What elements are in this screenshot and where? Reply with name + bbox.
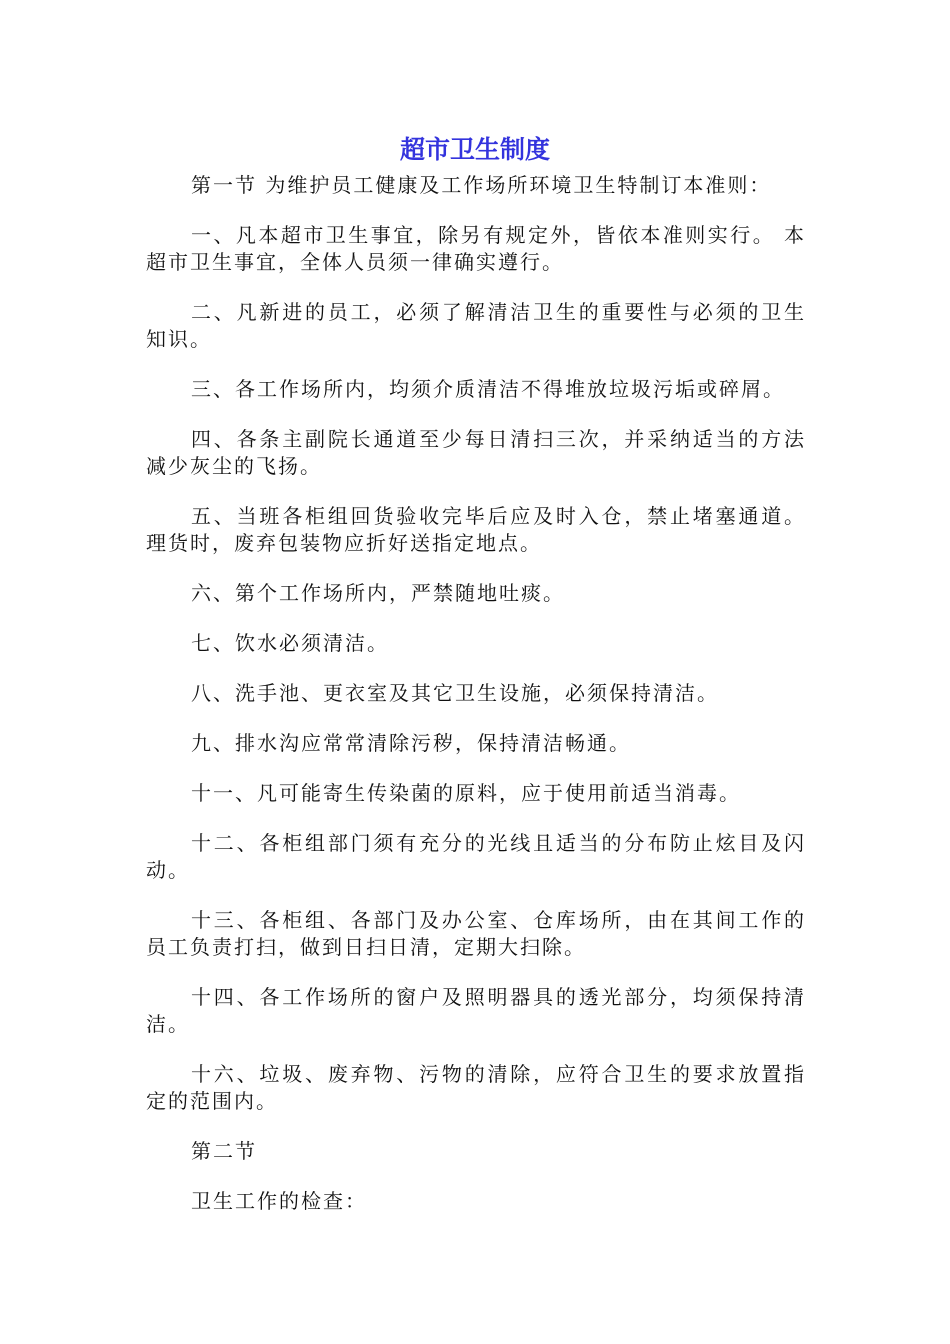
paragraph-rule-2: 二、凡新进的员工，必须了解清洁卫生的重要性与必须的卫生知识。 (146, 300, 806, 351)
paragraph-rule-7: 七、饮水必须清洁。 (191, 631, 389, 655)
paragraph-inspection-heading: 卫生工作的检查： (191, 1189, 367, 1213)
paragraph-rule-13: 十三、各柜组、各部门及办公室、仓库场所，由在其间工作的员工负责打扫，做到日扫日清，定期大扫除。 (146, 908, 806, 959)
paragraph-rule-3: 三、各工作场所内，均须介质清洁不得堆放垃圾污垢或碎屑。 (191, 377, 785, 401)
paragraph-rule-1: 一、凡本超市卫生事宜，除另有规定外，皆依本准则实行。 本超市卫生事宜，全体人员须一律确实遵行。 (146, 223, 806, 274)
document-title: 超市卫生制度 (399, 135, 550, 164)
paragraph-section-1-intro: 第一节 为维护员工健康及工作场所环境卫生特制订本准则： (191, 173, 772, 197)
paragraph-rule-12: 十二、各柜组部门须有充分的光线且适当的分布防止炫目及闪动。 (146, 831, 806, 882)
paragraph-rule-5: 五、当班各柜组回货验收完毕后应及时入仓，禁止堵塞通道。理货时，废弃包装物应折好送指定地点。 (146, 504, 806, 555)
section-2-heading: 第二节 (191, 1139, 257, 1163)
document-body (146, 172, 806, 1238)
paragraph-rule-14: 十四、各工作场所的窗户及照明器具的透光部分，均须保持清洁。 (146, 985, 806, 1036)
paragraph-rule-11: 十一、凡可能寄生传染菌的原料，应于使用前适当消毒。 (191, 781, 741, 805)
paragraph-rule-4: 四、各条主副院长通道至少每日清扫三次，并采纳适当的方法减少灰尘的飞扬。 (146, 427, 806, 478)
paragraph-rule-9: 九、排水沟应常常清除污秽，保持清洁畅通。 (191, 731, 631, 755)
paragraph-rule-16: 十六、垃圾、废弃物、污物的清除，应符合卫生的要求放置指定的范围内。 (146, 1062, 806, 1113)
paragraph-rule-6: 六、第个工作场所内，严禁随地吐痰。 (191, 581, 565, 605)
paragraph-rule-8: 八、洗手池、更衣室及其它卫生设施，必须保持清洁。 (191, 681, 719, 705)
